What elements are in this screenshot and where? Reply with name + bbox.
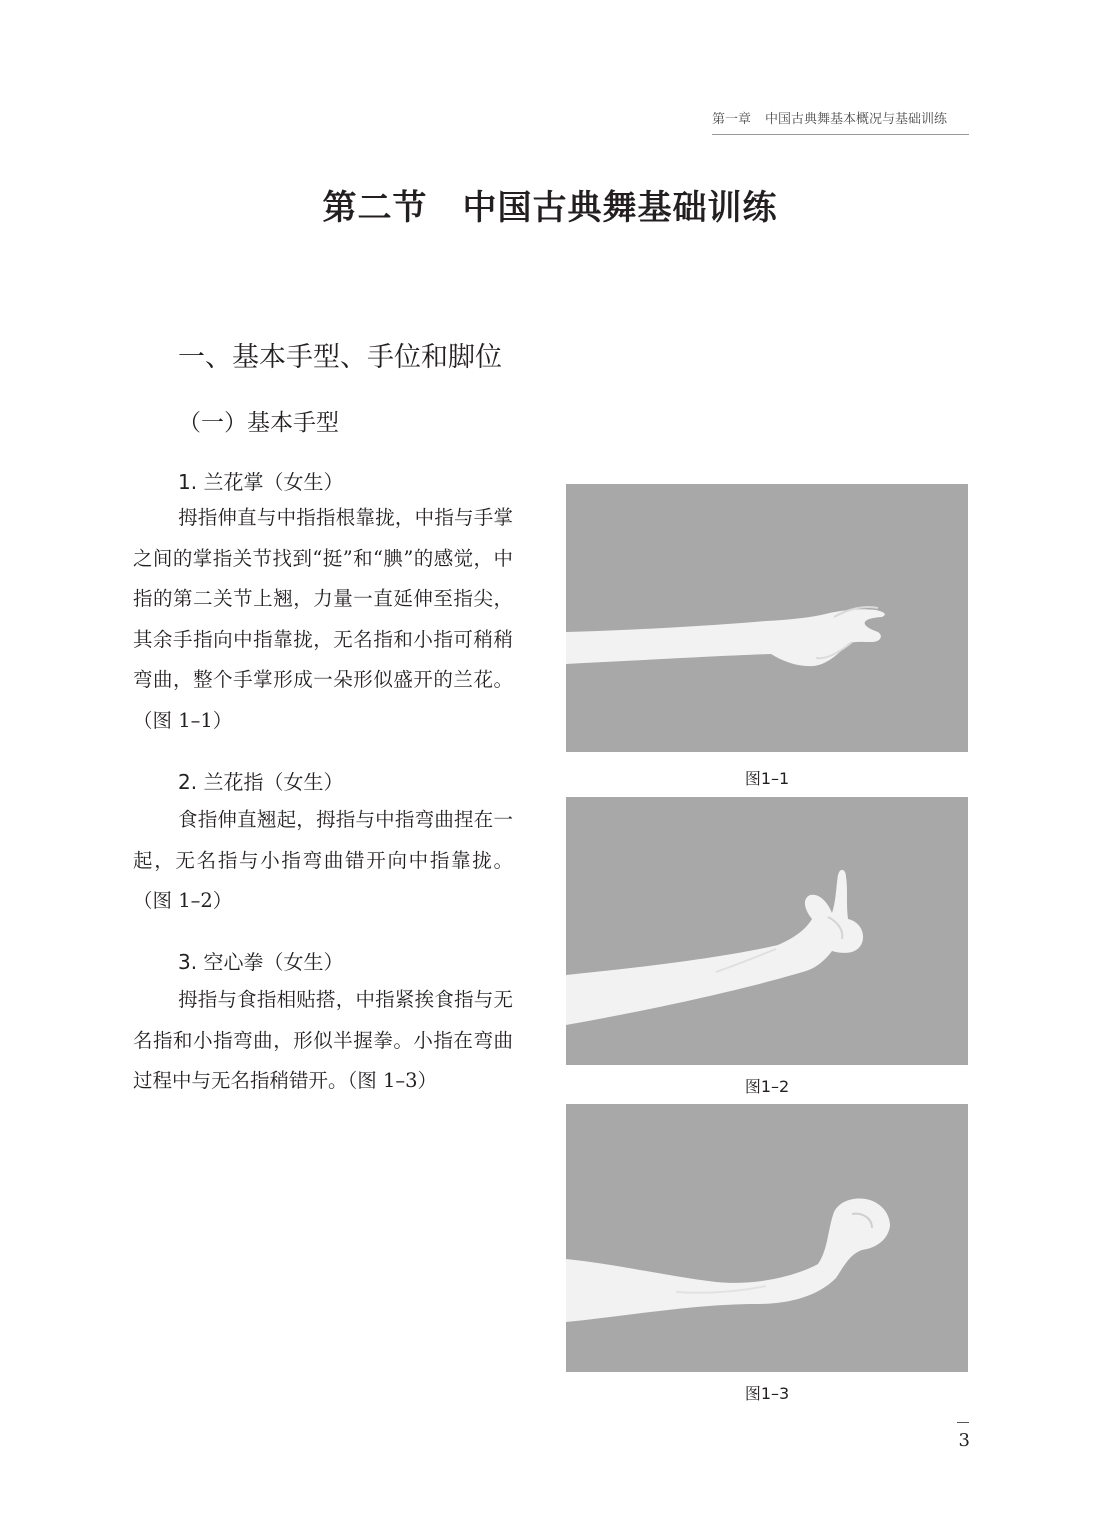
paragraph-hollow-fist: 拇指与食指相贴搭，中指紧挨食指与无名指和小指弯曲，形似半握拳。小指在弯曲过程中与无名指稍错开。（图 1–3）: [133, 988, 513, 1092]
section-title: 第二节 中国古典舞基础训练: [322, 188, 778, 228]
orchid-finger-hand-illustration: [566, 797, 968, 1065]
item-heading-orchid-palm: 1. 兰花掌（女生）: [178, 470, 344, 494]
figure-orchid-finger-photo: [566, 797, 968, 1065]
figure-hollow-fist-photo: [566, 1104, 968, 1372]
running-head-title: 中国古典舞基本概况与基础训练: [765, 112, 948, 127]
heading-level-1: 一、基本手型、手位和脚位: [178, 342, 502, 373]
heading-level-2: （一）基本手型: [178, 410, 339, 436]
item-heading-orchid-finger: 2. 兰花指（女生）: [178, 770, 344, 794]
item-heading-hollow-fist: 3. 空心拳（女生）: [178, 950, 344, 974]
page-number-rule: [957, 1422, 969, 1423]
figure-caption-2: 图1–2: [744, 1077, 790, 1096]
paragraph-orchid-finger: 食指伸直翘起，拇指与中指弯曲捏在一起，无名指与小指弯曲错开向中指靠拢。（图 1–2）: [133, 808, 513, 912]
figure-caption-1: 图1–1: [744, 769, 790, 788]
page-number: 3: [958, 1430, 970, 1451]
figure-caption-3: 图1–3: [744, 1384, 790, 1403]
hollow-fist-hand-illustration: [566, 1104, 968, 1372]
paragraph-orchid-palm: 拇指伸直与中指指根靠拢，中指与手掌之间的掌指关节找到“挺”和“腆”的感觉，中指的第二关节上翘，力量一直延伸至指尖，其余手指向中指靠拢，无名指和小指可稍稍弯曲，整个手掌形成一朵形似盛开的兰花。（图 1–1）: [133, 506, 513, 732]
orchid-palm-hand-illustration: [566, 484, 968, 752]
running-head-chapter: 第一章: [712, 112, 752, 127]
running-head: [712, 108, 969, 135]
figure-orchid-palm-photo: [566, 484, 968, 752]
